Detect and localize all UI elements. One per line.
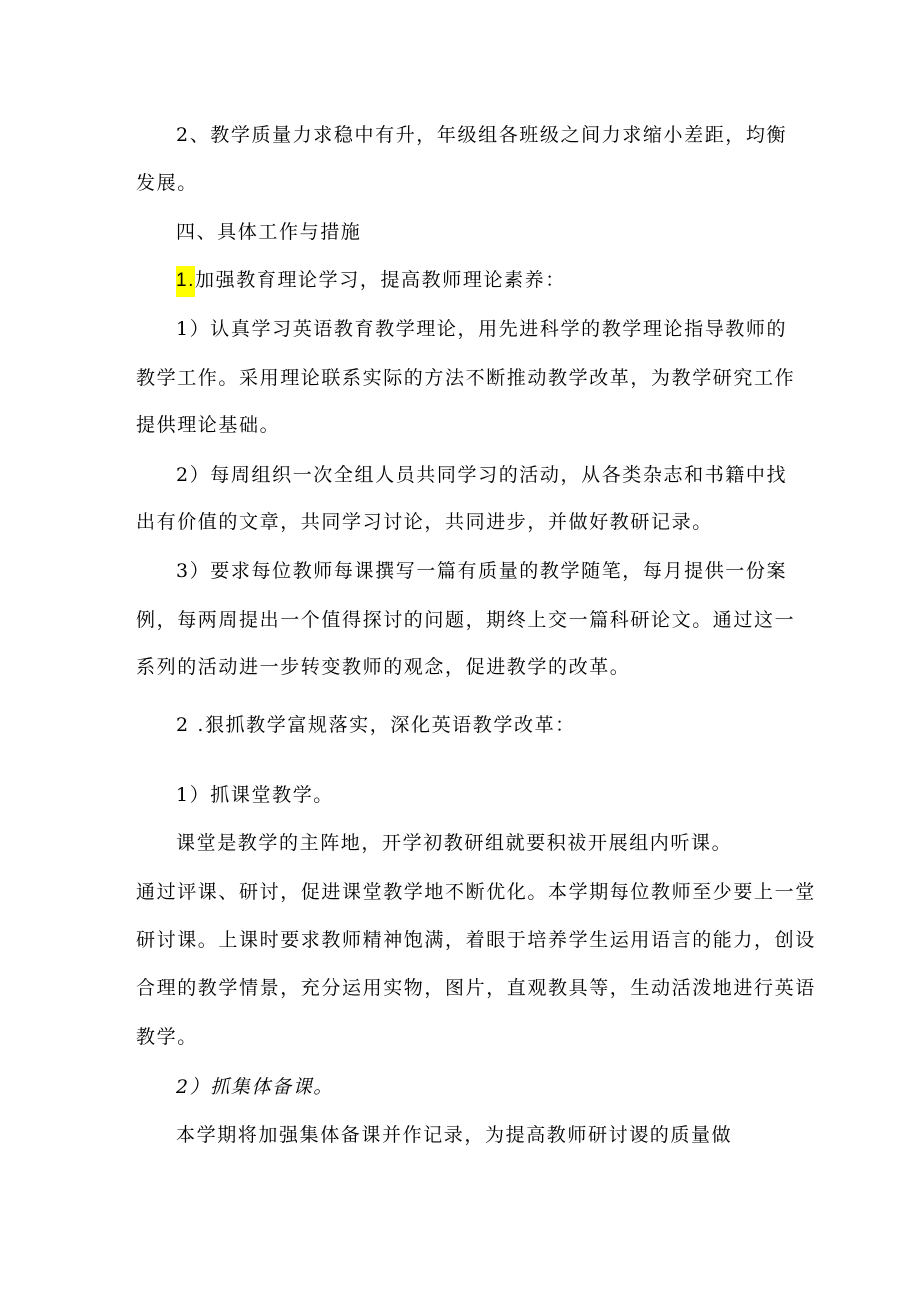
paragraph-line: 出有价值的文章，共同学习讨论，共同进步，并做好教研记录。 [136, 511, 713, 533]
paragraph-line: 2、教学质量力求稳中有升，年级组各班级之间力求缩小差距，均衡 [176, 124, 788, 146]
paragraph-line: 本学期将加强集体备课并作记录，为提高教师研讨谡的质量做 [176, 1124, 733, 1146]
highlighted-number: 1. [176, 266, 195, 297]
paragraph-line: 2）抓集体备课。 [176, 1076, 334, 1098]
paragraph-line: 研讨课。上课时要求教师精神饱满，着眼于培养学生运用语言的能力，创设 [136, 929, 816, 951]
paragraph-line: 2）每周组织一次全组人员共同学习的活动，从各类杂志和书籍中找 [176, 464, 788, 486]
paragraph-line: 教学工作。采用理论联系实际的方法不断推动教学改革，为教学研究工作 [136, 367, 796, 389]
paragraph-line: 系列的活动进一步转变教师的观念，促进教学的改革。 [136, 656, 631, 678]
section-heading: 四、具体工作与措施 [176, 221, 362, 243]
subsection-heading-1 [176, 267, 566, 294]
paragraph-line: 3）要求每位教师每课撰写一篇有质量的教学随笔，每月提供一份案 [176, 560, 788, 582]
paragraph-line: 教学。 [136, 1026, 198, 1048]
paragraph-line: 例，每两周提出一个值得探讨的问题，期终上交一篇科研论文。通过这一 [136, 609, 796, 631]
paragraph-line: 1）抓课堂教学。 [176, 784, 334, 806]
paragraph-line: 1）认真学习英语教育教学理论，用先进科学的教学理论指导教师的 [176, 318, 788, 340]
paragraph-line: 课堂是教学的主阵地，开学初教研组就要积祓开展组内听课。 [176, 832, 733, 854]
paragraph-line: 合理的教学情景，充分运用实物，图片，直观教具等，生动活泼地进行英语 [136, 977, 816, 999]
paragraph-line: 通过评课、研讨，促进课堂教学地不断优化。本学期每位教师至少要上一堂 [136, 881, 816, 903]
subsection-heading-text: 加强教育理论学习，提高教师理论素养： [195, 269, 566, 291]
paragraph-line: 发展。 [136, 172, 198, 194]
paragraph-line: 提供理论基础。 [136, 414, 281, 436]
subsection-heading-2: 2 .狠抓教学富规落实，深化英语教学改革： [176, 714, 576, 736]
